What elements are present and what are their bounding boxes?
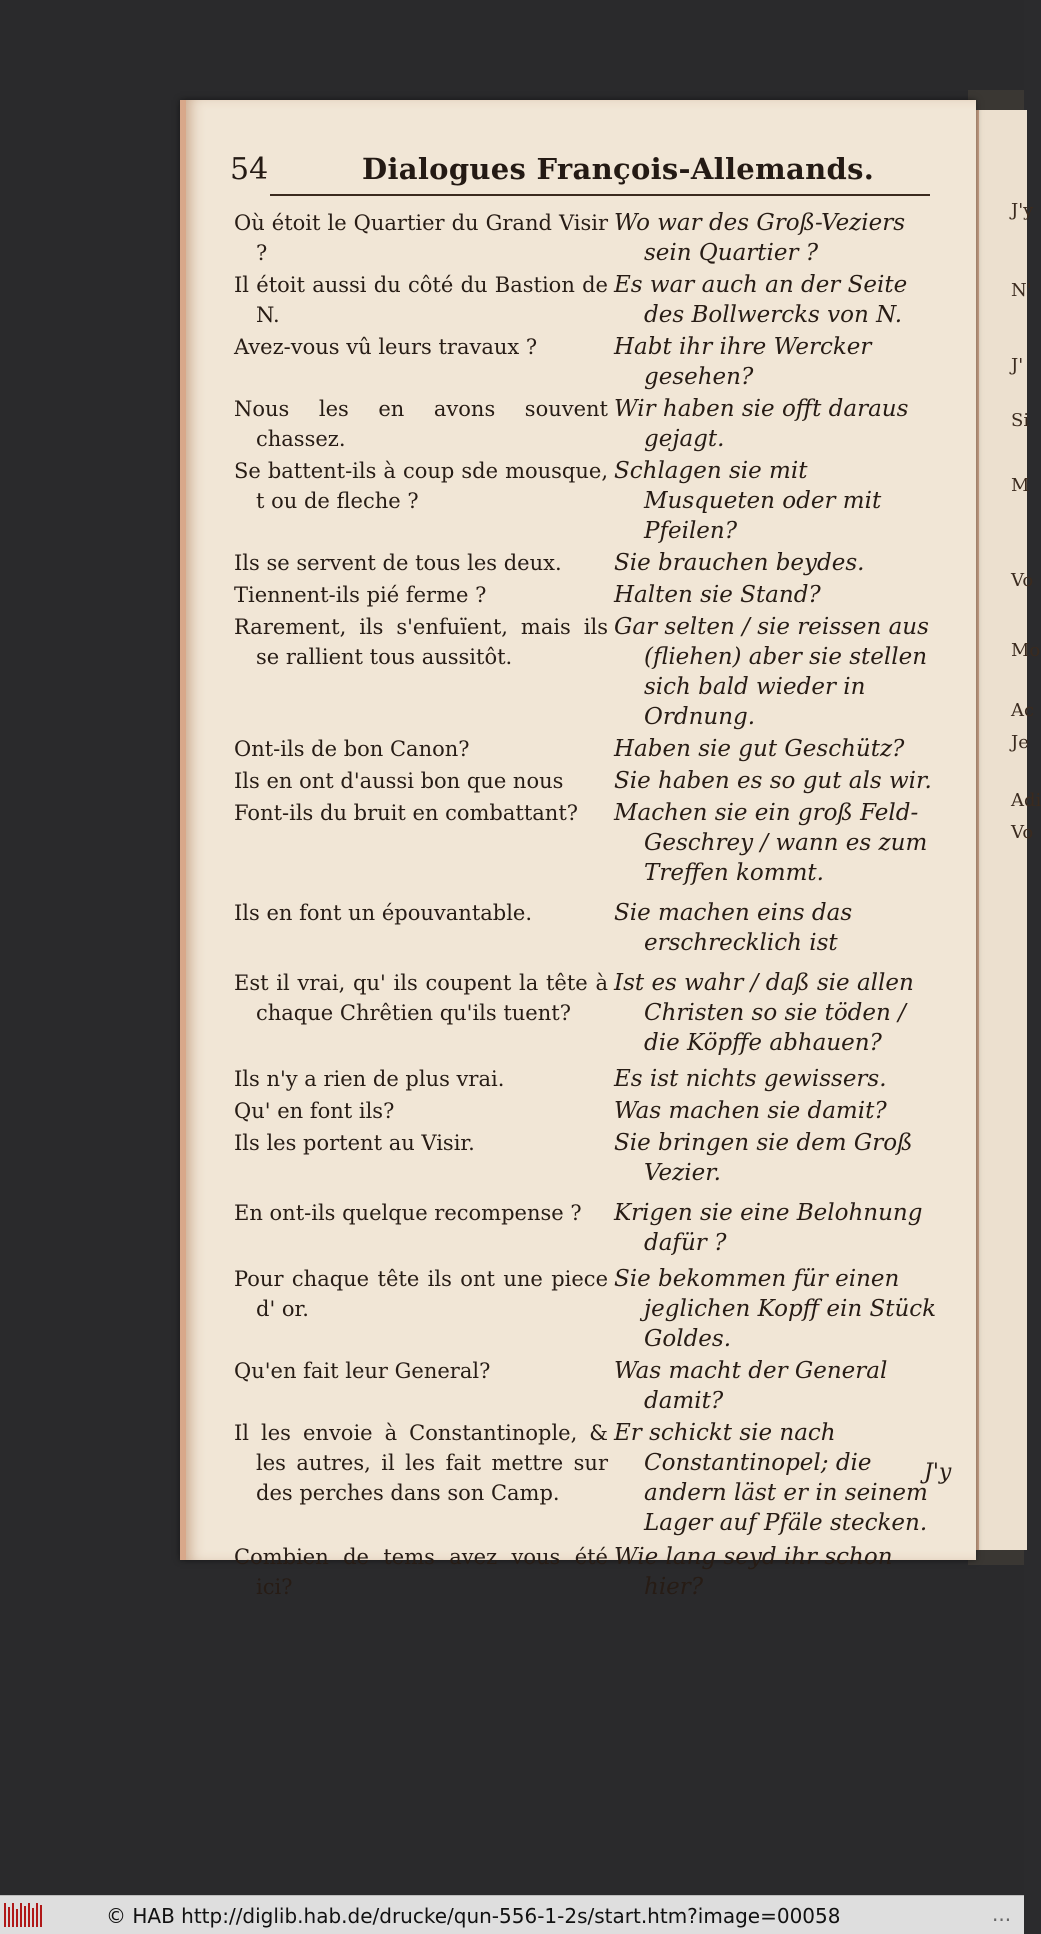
- dialogue-row: [234, 766, 944, 796]
- german-text: Sie haben es so gut als wir.: [614, 768, 932, 794]
- french-text: Ils en ont d'aussi bon que nous: [234, 769, 564, 793]
- facing-page-text: J'y: [1011, 200, 1034, 221]
- french-text: Il étoit aussi du côté du Bastion de N.: [234, 273, 608, 327]
- french-text: Pour chaque tête ils ont une piece d' or.: [234, 1267, 608, 1321]
- german-text: Was macht der General damit?: [614, 1358, 888, 1414]
- german-text: Halten sie Stand?: [614, 582, 821, 608]
- dialogue-row: [234, 1264, 944, 1354]
- footer-menu-button[interactable]: ...: [992, 1902, 1012, 1926]
- french-text: Il les envoie à Constantinople, & les autres, il les fait mettre sur des perches dans son Camp.: [234, 1421, 608, 1505]
- french-text: Ils n'y a rien de plus vrai.: [234, 1067, 505, 1091]
- book-page: [180, 100, 976, 1600]
- french-text: Est il vrai, qu' ils coupent la tête à chaque Chrêtien qu'ils tuent?: [234, 971, 608, 1025]
- dialogue-row: [234, 612, 944, 732]
- page-header: [230, 152, 950, 198]
- dialogue-row: [234, 968, 944, 1058]
- dialogue-row: [234, 208, 944, 268]
- dialogue-row: [234, 394, 944, 454]
- german-text: Machen sie ein groß Feld-Geschrey / wann es zum Treffen kommt.: [614, 800, 928, 886]
- dialogue-row: [234, 798, 944, 888]
- facing-page-text: Mo: [1011, 640, 1041, 661]
- dialogue-row: [234, 1128, 944, 1188]
- french-text: Combien de tems avez vous été ici?: [234, 1545, 608, 1599]
- dialogue-row: [234, 898, 944, 958]
- french-text: Ils se servent de tous les deux.: [234, 551, 562, 575]
- dialogue-row: [234, 1542, 944, 1602]
- german-text: Es ist nichts gewissers.: [614, 1066, 887, 1092]
- dialogue-row: [234, 332, 944, 392]
- dialogue-row: [234, 580, 944, 610]
- german-text: Sie brauchen beydes.: [614, 550, 865, 576]
- german-text: Sie machen eins das erschrecklich ist: [614, 900, 853, 956]
- german-text: Krigen sie eine Belohnung dafür ?: [614, 1200, 923, 1256]
- hab-logo-icon: [4, 1903, 50, 1927]
- facing-page-text: M: [1011, 475, 1030, 496]
- german-text: Habt ihr ihre Wercker gesehen?: [614, 334, 872, 390]
- facing-page-text: N': [1011, 280, 1032, 301]
- dialogue-row: [234, 548, 944, 578]
- facing-page-text: Vo: [1011, 570, 1034, 591]
- german-text: Sie bringen sie dem Groß Vezier.: [614, 1130, 913, 1186]
- german-text: Wir haben sie offt daraus gejagt.: [614, 396, 909, 452]
- viewer-footer: [0, 1895, 1024, 1934]
- german-text: Schlagen sie mit Musqueten oder mit Pfeilen?: [614, 458, 882, 544]
- catchword: J'y: [924, 1460, 952, 1485]
- page-number: 54: [230, 152, 269, 187]
- dialogue-row: [234, 1198, 944, 1258]
- german-text: Sie bekommen für einen jeglichen Kopff ein Stück Goldes.: [614, 1266, 937, 1352]
- german-text: Ist es wahr / daß sie allen Christen so sie töden / die Köpffe abhauen?: [614, 970, 914, 1056]
- french-text: Rarement, ils s'enfuïent, mais ils se rallient tous aussitôt.: [234, 615, 608, 669]
- french-text: Font-ils du bruit en combattant?: [234, 801, 579, 825]
- french-text: Où étoit le Quartier du Grand Visir ?: [234, 211, 608, 265]
- dialogue-row: [234, 1356, 944, 1416]
- french-text: Nous les en avons souvent chassez.: [234, 397, 608, 451]
- german-text: Er schickt sie nach Constantinopel; die andern läst er in seinem Lager auf Pfäle stecken.: [614, 1420, 928, 1536]
- german-text: Es war auch an der Seite des Bollwercks von N.: [614, 272, 908, 328]
- facing-page-text: Je: [1011, 732, 1029, 753]
- french-text: Ils les portent au Visir.: [234, 1131, 475, 1155]
- facing-page-text: Ac: [1011, 700, 1035, 721]
- facing-page-text: Si: [1011, 410, 1030, 431]
- dialogue-row: [234, 1418, 944, 1538]
- dialogue-row: [234, 456, 944, 546]
- dialogue-row: [234, 270, 944, 330]
- german-text: Gar selten / sie reissen aus (fliehen) aber sie stellen sich bald wieder in Ordnung.: [614, 614, 929, 730]
- french-text: En ont-ils quelque recompense ?: [234, 1201, 582, 1225]
- german-text: Was machen sie damit?: [614, 1098, 887, 1124]
- header-rule: [270, 194, 930, 196]
- facing-page-text: J': [1011, 355, 1024, 376]
- german-text: Haben sie gut Geschütz?: [614, 736, 905, 762]
- facing-page-text: Adi: [1011, 790, 1041, 811]
- german-text: Wo war des Groß-Veziers sein Quartier ?: [614, 210, 906, 266]
- french-text: Qu'en fait leur General?: [234, 1359, 491, 1383]
- french-text: Tiennent-ils pié ferme ?: [234, 583, 487, 607]
- german-text: Wie lang seyd ihr schon hier?: [614, 1544, 893, 1600]
- running-title: Dialogues François-Allemands.: [362, 152, 875, 186]
- french-text: Se battent-ils à coup sde mousque, t ou de fleche ?: [234, 459, 608, 513]
- dialogue-row: [234, 1096, 944, 1126]
- french-text: Qu' en font ils?: [234, 1099, 395, 1123]
- dialogue-table: [234, 208, 944, 1602]
- french-text: Ils en font un épouvantable.: [234, 901, 533, 925]
- french-text: Avez-vous vû leurs travaux ?: [234, 335, 538, 359]
- facing-page-fragment: [976, 110, 1041, 1550]
- dialogue-row: [234, 734, 944, 764]
- french-text: Ont-ils de bon Canon?: [234, 737, 470, 761]
- source-link[interactable]: © HAB http://diglib.hab.de/drucke/qun-556-1-2s/start.htm?image=00058: [106, 1904, 841, 1928]
- dialogue-row: [234, 1064, 944, 1094]
- facing-page-text: Vo: [1011, 822, 1034, 843]
